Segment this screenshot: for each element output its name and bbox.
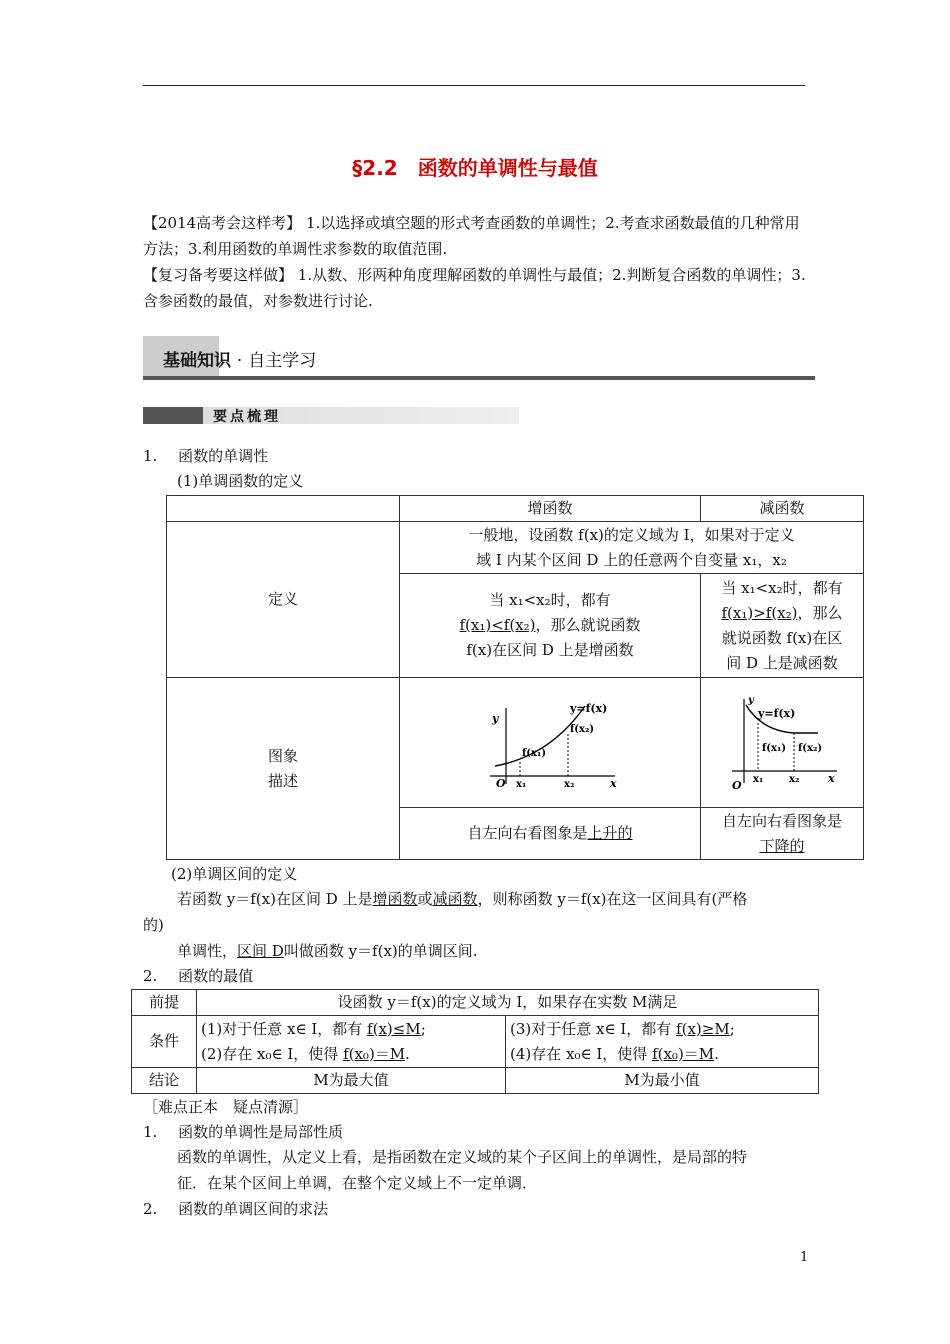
dec-y-label: y <box>748 694 754 706</box>
sub2-l3a: 单调性， <box>177 942 238 960</box>
sub2-l1a: 若函数 y＝f(x)在区间 D 上是 <box>177 890 373 908</box>
item2-heading <box>143 965 253 986</box>
section-header <box>143 336 815 380</box>
sub2-title: (2)单调区间的定义 <box>171 865 298 883</box>
dec-condition: f(x₁)>f(x₂) <box>721 603 798 622</box>
dec-desc-underlined: 下降的 <box>759 836 805 855</box>
page-number: 1 <box>800 1250 809 1265</box>
subsection-title: 要点梳理 <box>213 409 281 425</box>
item1-heading <box>143 445 268 466</box>
section-rule <box>143 376 815 380</box>
min-conditions <box>506 1016 819 1068</box>
cond-3u: f(x)≥M <box>676 1019 730 1038</box>
decreasing-description <box>701 808 864 860</box>
note1-title: 函数的单调性是局部性质 <box>178 1123 344 1141</box>
intro-text-1: 1.以选择或填空题的形式考查函数的单调性；2.考查求函数最值的几种常用方法；3.利用函数的单调性求参数的取值范围. <box>143 214 800 258</box>
definition-label: 定义 <box>167 522 400 678</box>
notes-heading: ［难点正本 疑点清源］ <box>143 1098 309 1116</box>
inc-desc-text: 自左向右看图象是 <box>467 824 588 842</box>
cond-4a: (4)存在 x₀∈ I，使得 <box>510 1044 653 1063</box>
sub2-l1c: ，则称函数 y＝f(x)在这一区间具有(严格 <box>477 890 748 908</box>
cond-2b: . <box>405 1044 410 1063</box>
graph-label-1: 图象 <box>267 746 298 765</box>
extremum-table <box>131 989 819 1094</box>
cond-1a: (1)对于任意 x∈ I，都有 <box>201 1019 368 1038</box>
intro-label-1: 【2014高考会这样考】 <box>143 214 302 232</box>
definition-increasing <box>400 574 701 678</box>
cond-1 <box>201 1017 501 1042</box>
dec-origin: O <box>732 778 742 792</box>
dec-line1: 当 x₁<x₂时，都有 <box>721 578 843 597</box>
sub2-l1u2: 减函数 <box>432 890 478 908</box>
header-decreasing: 减函数 <box>701 496 864 522</box>
table1-corner <box>167 496 400 522</box>
cond-1u: f(x)≤M <box>367 1019 421 1038</box>
min-conclusion: M为最小值 <box>506 1068 819 1094</box>
inc-condition: f(x₁)<f(x₂) <box>459 616 536 634</box>
inc-x2-label: x₂ <box>564 778 575 788</box>
graph-label <box>167 678 400 860</box>
increasing-graph-cell <box>400 678 701 808</box>
sub2-line3 <box>177 940 478 961</box>
max-conclusion: M为最大值 <box>197 1068 506 1094</box>
dec-line2-rest: ，那么 <box>797 603 843 622</box>
note1-heading <box>143 1121 343 1142</box>
page-title: §2.2 函数的单调性与最值 <box>352 156 598 180</box>
definition-decreasing <box>701 574 864 678</box>
condition-label: 条件 <box>132 1016 197 1068</box>
section-main: 基础知识 <box>163 351 231 371</box>
intro-label-2: 【复习备考要这样做】 <box>143 266 294 284</box>
note2-heading <box>143 1198 328 1219</box>
intro-paragraph-1 <box>143 210 808 262</box>
max-conditions <box>197 1016 506 1068</box>
increasing-description <box>400 808 701 860</box>
inc-p2-label: f(x₂) <box>570 723 595 735</box>
intro-text-2: 1.从数、形两种角度理解函数的单调性与最值；2.判断复合函数的单调性；3.含参函数的最值，对参数进行讨论. <box>143 266 806 310</box>
inc-y-label: y <box>492 711 499 725</box>
cond-3a: (3)对于任意 x∈ I，都有 <box>510 1019 677 1038</box>
inc-x1-label: x₁ <box>516 778 527 788</box>
definition-common-line1: 一般地，设函数 f(x)的定义域为 I，如果对于定义 <box>468 525 795 544</box>
conclusion-label: 结论 <box>132 1068 197 1094</box>
intro-paragraph-2 <box>143 262 808 314</box>
sub2-l3b: 叫做函数 y＝f(x)的单调区间. <box>283 942 478 960</box>
inc-p1-label: f(x₁) <box>522 747 547 759</box>
note2-title: 函数的单调区间的求法 <box>178 1200 329 1218</box>
cond-4 <box>510 1042 814 1067</box>
definition-common-line2: 域 I 内某个区间 D 上的任意两个自变量 x₁，x₂ <box>476 550 787 569</box>
dec-x1-label: x₁ <box>753 773 764 785</box>
increasing-graph <box>480 698 620 788</box>
sub2-l1u1: 增函数 <box>372 890 418 908</box>
dec-x-label: x <box>828 771 835 785</box>
cond-3 <box>510 1017 814 1042</box>
item1-title: 函数的单调性 <box>178 447 269 465</box>
graph-label-2: 描述 <box>267 771 298 790</box>
inc-x-label: x <box>610 776 617 788</box>
premise-label: 前提 <box>132 990 197 1016</box>
cond-1b: ; <box>420 1019 426 1038</box>
definition-common <box>400 522 864 574</box>
inc-line2 <box>404 613 696 638</box>
item1-sub1: (1)单调函数的定义 <box>177 472 304 490</box>
cond-4b: . <box>714 1044 719 1063</box>
header-increasing: 增函数 <box>400 496 701 522</box>
item2-title: 函数的最值 <box>178 967 254 985</box>
cond-4u: f(x₀)＝M <box>652 1044 715 1063</box>
sub2-l1b: 或 <box>417 890 433 908</box>
inc-origin: O <box>496 776 506 788</box>
section-sub: 自主学习 <box>248 351 317 371</box>
item2-num: 2. <box>143 967 158 985</box>
dec-line3: 就说函数 f(x)在区 <box>721 628 843 647</box>
dec-curve-label: y=f(x) <box>758 706 796 720</box>
subsection-header <box>143 407 519 424</box>
sub2-l3u: 区间 D <box>237 942 284 960</box>
section-title <box>163 346 316 371</box>
dec-p2-label: f(x₂) <box>798 742 823 754</box>
dec-line4: 间 D 上是减函数 <box>726 653 838 672</box>
sub2-line1 <box>177 888 747 909</box>
item1-num: 1. <box>143 447 158 465</box>
sub2-line2: 的) <box>143 916 164 934</box>
cond-2a: (2)存在 x₀∈ I，使得 <box>201 1044 344 1063</box>
monotonic-table <box>166 495 864 860</box>
inc-line3: f(x)在区间 D 上是增函数 <box>466 641 634 659</box>
decreasing-graph <box>722 693 842 793</box>
note1-num: 1. <box>143 1123 158 1141</box>
dec-p1-label: f(x₁) <box>762 742 787 754</box>
inc-desc-underlined: 上升的 <box>587 824 633 842</box>
note2-num: 2. <box>143 1200 158 1218</box>
dec-line2 <box>705 601 859 626</box>
inc-line2-rest: ，那么就说函数 <box>535 616 641 634</box>
cond-2 <box>201 1042 501 1067</box>
inc-line1: 当 x₁<x₂时，都有 <box>489 591 611 609</box>
dec-x2-label: x₂ <box>789 773 800 785</box>
premise-text: 设函数 y＝f(x)的定义域为 I，如果存在实数 M满足 <box>197 990 819 1016</box>
note1-line2: 征．在某个区间上单调，在整个定义域上不一定单调． <box>177 1174 538 1192</box>
inc-curve-label: y=f(x) <box>570 701 608 715</box>
dec-desc-text: 自左向右看图象是 <box>721 811 842 830</box>
decreasing-graph-cell <box>701 678 864 808</box>
note1-line1: 函数的单调性，从定义上看，是指函数在定义域的某个子区间上的单调性，是局部的特 <box>177 1148 748 1166</box>
section-dot: · <box>236 351 243 371</box>
cond-3b: ; <box>729 1019 735 1038</box>
cond-2u: f(x₀)＝M <box>343 1044 406 1063</box>
header-rule <box>143 85 805 86</box>
